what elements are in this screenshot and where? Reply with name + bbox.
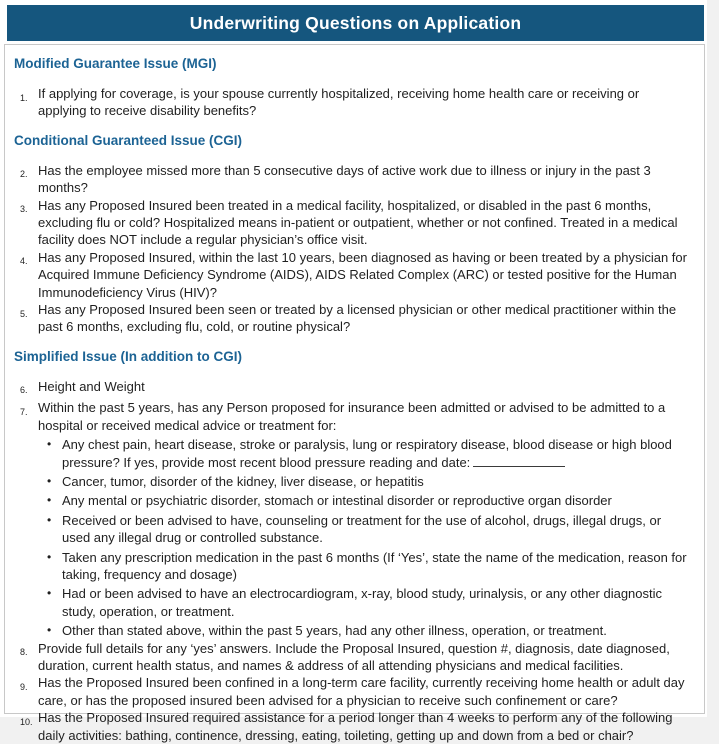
bullet-item <box>38 492 688 509</box>
question-text <box>38 197 688 249</box>
bullet-text-content: Cancer, tumor, disorder of the kidney, liver disease, or hepatitis <box>62 474 424 489</box>
bullet-item <box>38 436 688 471</box>
question-text-content: Within the past 5 years, has any Person proposed for insurance been admitted or advised to be admitted to a hospital or received medical advice or treatment for: <box>38 400 666 433</box>
bullet-icon: • <box>47 493 52 508</box>
question-text-content: Has the Proposed Insured required assistance for a period longer than 4 weeks to perform any of the following daily activities: bathing, continence, dressing, eating, toileting, getting up and down from a bed or chair? <box>38 710 673 743</box>
bullet-text <box>62 473 688 490</box>
question-text <box>38 301 688 336</box>
question-text <box>38 85 688 120</box>
bullet-text-content: Other than stated above, within the past 5 years, had any other illness, operation, or treatment. <box>62 623 607 639</box>
bullet-icon: • <box>47 623 52 638</box>
question-number: 8. <box>20 647 28 658</box>
bullet-item <box>38 585 688 620</box>
question-item <box>11 709 688 744</box>
question-item <box>11 640 688 675</box>
bullet-icon: • <box>47 586 52 601</box>
bullet-item <box>38 512 688 547</box>
question-text-content: If applying for coverage, is your spouse currently hospitalized, receiving home health care or receiving or applying to receive disability benefits? <box>38 86 640 119</box>
question-number: 2. <box>20 169 28 180</box>
question-item <box>11 378 688 400</box>
section-heading: Simplified Issue (In addition to CGI) <box>14 348 243 364</box>
question-item <box>11 85 688 120</box>
question-text <box>38 249 688 301</box>
question-text-content: Height and Weight <box>38 378 145 394</box>
bullet-text-content: Had or been advised to have an electrocardiogram, x-ray, blood study, urinalysis, or any other diagnostic study, operation, or treatment. <box>62 586 663 619</box>
page-title: Underwriting Questions on Application <box>189 12 522 33</box>
section-heading: Conditional Guaranteed Issue (CGI) <box>14 132 243 148</box>
question-number: 1. <box>20 92 28 103</box>
question-text-content: Has any Proposed Insured, within the last 10 years, been diagnosed as having or been treated by a physician for Acquired Immune Deficiency Syndrome (AIDS), AIDS Related Complex (ARC) or tested positive for the Human Immunodeficiency Virus (HIV)? <box>38 249 687 300</box>
bullet-item <box>38 473 688 490</box>
question-text-content: Has any Proposed Insured been seen or treated by a licensed physician or other medical practitioner within the past 6 months, excluding flu, cold, or routine physical? <box>38 302 677 335</box>
question-text <box>38 709 688 744</box>
question-item <box>11 399 688 639</box>
question-text-content: Has the Proposed Insured been confined in a long-term care facility, currently receiving home health or adult day care, or has the proposed insured been advised for a physician to receive such confinement or care? <box>38 675 685 708</box>
bullet-text <box>62 549 688 584</box>
bullet-text-content: Any chest pain, heart disease, stroke or paralysis, lung or respiratory disease, blood disease or high blood pressure? If yes, provide most recent blood pressure reading and date: <box>62 437 672 470</box>
bullet-text <box>62 585 688 620</box>
blank-fill-line <box>473 455 565 467</box>
question-item <box>11 674 688 709</box>
question-item <box>11 162 688 197</box>
bullet-icon: • <box>47 512 52 527</box>
question-text <box>38 378 688 400</box>
bullet-icon: • <box>47 437 52 452</box>
question-text-content: Has the employee missed more than 5 consecutive days of active work due to illness or injury in the past 3 months? <box>38 162 651 196</box>
questions-card <box>4 44 705 743</box>
question-text <box>38 674 688 709</box>
question-text <box>38 399 688 639</box>
question-number: 3. <box>20 204 28 215</box>
bullet-item <box>38 622 688 639</box>
question-item <box>11 249 688 301</box>
question-number: 5. <box>20 308 28 319</box>
section-heading: Modified Guarantee Issue (MGI) <box>14 56 217 71</box>
question-item <box>11 197 688 249</box>
bullet-text-content: Any mental or psychiatric disorder, stomach or intestinal disorder or reproductive organ disorder <box>62 493 612 509</box>
bullet-icon: • <box>47 549 52 564</box>
question-number: 9. <box>20 681 28 692</box>
bullet-text <box>62 512 688 547</box>
question-number: 4. <box>20 256 28 267</box>
bullet-text <box>62 622 688 639</box>
document-title-bar <box>7 5 704 41</box>
question-item <box>11 301 688 336</box>
question-text-content: Has any Proposed Insured been treated in a medical facility, hospitalized, or disabled in the past 6 months, excluding flu or cold? Hospitalized means in-patient or outpatient, whether or not confined. Treated in a medical facility does NOT include a regular physician’s office visit. <box>38 197 678 248</box>
question-text-content: Provide full details for any ‘yes’ answers. Include the Proposal Insured, question #, diagnosis, date diagnosed, duration, current health status, and names & address of all attending physicians and medical facilities. <box>38 640 670 674</box>
bullet-item <box>38 549 688 584</box>
question-text <box>38 640 688 675</box>
question-number: 10. <box>20 716 33 727</box>
bullet-text <box>62 436 688 471</box>
question-text <box>38 162 688 197</box>
question-number: 6. <box>20 385 28 396</box>
bullet-text-content: Taken any prescription medication in the past 6 months (If ‘Yes’, state the name of the medication, reason for taking, frequency and dosage) <box>62 549 687 583</box>
bullet-text-content: Received or been advised to have, counseling or treatment for the use of alcohol, drugs, illegal drugs, or used any illegal drug or controlled substance. <box>62 512 662 546</box>
question-number: 7. <box>20 406 28 417</box>
bullet-text <box>62 492 688 509</box>
bullet-icon: • <box>47 474 52 488</box>
